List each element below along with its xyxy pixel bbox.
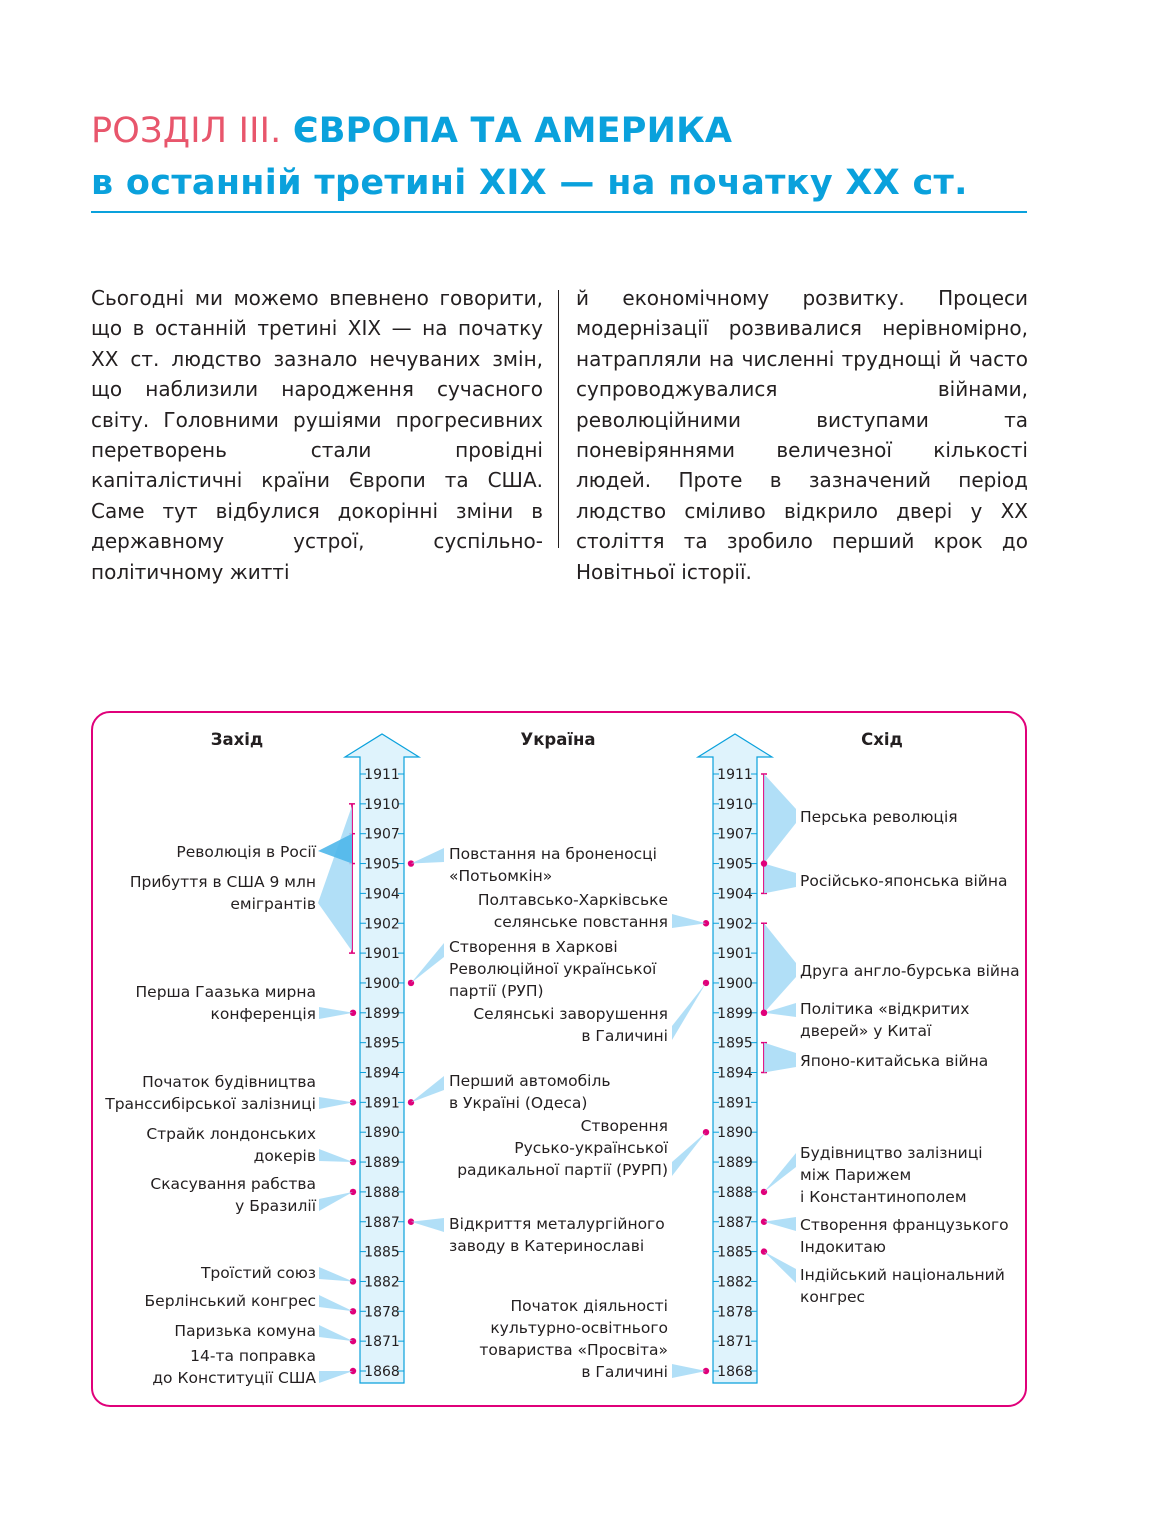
year-label: 1907	[364, 826, 400, 843]
ukraine-event-r-3-line: Відкриття металургійного	[449, 1215, 665, 1233]
year-label: 1891	[364, 1095, 400, 1112]
east-event-3-line: дверей» у Китаї	[800, 1022, 932, 1040]
ukraine-event-r-2-line: Перший автомобіль	[449, 1072, 611, 1090]
east-event-0-line: Перська революція	[800, 808, 958, 826]
callout-wedge	[318, 806, 352, 951]
ukraine-event-r-2-line: в Україні (Одеса)	[449, 1094, 588, 1112]
year-label: 1895	[717, 1035, 753, 1052]
year-label: 1889	[717, 1155, 753, 1172]
ukraine-event-l-3-line: товариства «Просвіта»	[479, 1341, 668, 1359]
west-event-7-line: Берлінський конгрес	[144, 1292, 316, 1310]
west-event-4-line: докерів	[253, 1147, 316, 1165]
year-label: 1894	[364, 1065, 400, 1082]
east-event-5-line: Будівництво залізниці	[800, 1144, 983, 1162]
east-event-5-line: і Константинополем	[800, 1188, 967, 1206]
ukraine-event-l-2-line: радикальної партії (РУРП)	[457, 1161, 668, 1179]
ukraine-event-l-0-line: селянське повстання	[493, 913, 668, 931]
ukraine-event-r-1-line: партії (РУП)	[449, 982, 544, 1000]
ukraine-event-r-1-line: Революційної української	[449, 960, 657, 978]
ukraine-event-r-1-line: Створення в Харкові	[449, 938, 618, 956]
callout-wedge	[319, 1097, 353, 1109]
callout-wedge	[764, 1153, 796, 1192]
year-label: 1878	[364, 1304, 400, 1321]
west-event-1-line: Прибуття в США 9 млн	[129, 873, 316, 891]
year-label: 1911	[364, 767, 400, 783]
year-label: 1888	[717, 1184, 753, 1201]
year-label: 1885	[364, 1244, 400, 1261]
event-dot	[761, 1010, 767, 1016]
west-event-0-line: Революція в Росії	[176, 843, 316, 861]
ukraine-event-r-0-line: «Потьомкін»	[449, 867, 553, 885]
year-label: 1899	[364, 1005, 400, 1022]
west-event-1-line: емігрантів	[230, 895, 316, 913]
callout-wedge	[764, 1217, 796, 1231]
callout-wedge	[319, 1267, 353, 1281]
callout-wedge	[319, 1192, 353, 1211]
ukraine-event-l-0-line: Полтавсько-Харківське	[477, 891, 668, 909]
callout-wedge	[319, 1007, 353, 1019]
callout-wedge	[672, 1364, 706, 1378]
callout-wedge	[319, 1295, 353, 1311]
east-event-7-line: конгрес	[800, 1288, 866, 1306]
year-label: 1894	[717, 1065, 753, 1082]
year-label: 1900	[717, 975, 753, 992]
section-title: ЄВРОПА ТА АМЕРИКА	[292, 111, 733, 151]
year-label: 1910	[364, 796, 400, 813]
west-event-2-line: Перша Гаазька мирна	[135, 983, 316, 1001]
east-event-2-line: Друга англо-бурська війна	[800, 962, 1020, 980]
year-label: 1878	[717, 1304, 753, 1321]
west-event-9-line: до Конституції США	[152, 1369, 316, 1387]
ukraine-event-l-1-line: Селянські заворушення	[473, 1005, 668, 1023]
year-label: 1901	[717, 946, 753, 963]
west-event-4-line: Страйк лондонських	[146, 1125, 316, 1143]
callout-wedge	[764, 864, 796, 894]
callout-wedge	[411, 848, 444, 864]
west-event-3-line: Транссибірської залізниці	[105, 1095, 316, 1113]
callout-wedge	[411, 1076, 444, 1102]
year-label: 1871	[717, 1334, 753, 1351]
callout-wedge	[319, 1371, 353, 1383]
year-label: 1895	[364, 1035, 400, 1052]
year-label: 1899	[717, 1005, 753, 1022]
event-dot	[350, 1338, 356, 1344]
ukraine-event-l-3-line: в Галичині	[581, 1363, 668, 1381]
ukraine-event-l-2-line: Створення	[580, 1117, 668, 1135]
year-label: 1902	[717, 916, 753, 933]
ukraine-event-l-3-line: культурно-освітнього	[490, 1319, 668, 1337]
year-label: 1885	[717, 1244, 753, 1261]
year-label: 1904	[364, 886, 400, 903]
year-label: 1904	[717, 886, 753, 903]
year-label: 1887	[717, 1214, 753, 1231]
year-label: 1905	[364, 856, 400, 873]
year-label: 1888	[364, 1184, 400, 1201]
year-label: 1907	[717, 826, 753, 843]
year-label: 1890	[364, 1125, 400, 1142]
east-event-6-line: Створення французького	[800, 1216, 1009, 1234]
event-dot	[761, 860, 767, 866]
column-header-west: Захід	[210, 730, 264, 749]
intro-paragraph-left: Сьогодні ми можемо впевнено говорити, що в останній третині XIX — на початку XX ст. людство зазнало нечуваних змін, що наблизили народження сучасного світу. Головними рушіями прогресивних перетворень стали провідні капіталістичні країни Європи та США. Саме тут відбулися докорінні зміни в державному устрої, суспільно-політичному житті	[91, 286, 543, 584]
year-label: 1902	[364, 916, 400, 933]
year-label: 1882	[717, 1274, 753, 1291]
east-event-6-line: Індокитаю	[800, 1238, 886, 1256]
event-dot	[350, 1189, 356, 1195]
column-header-ukraine: Україна	[520, 730, 596, 749]
year-label: 1890	[717, 1125, 753, 1142]
column-header-east: Схід	[861, 730, 903, 749]
event-dot	[408, 1099, 414, 1105]
event-dot	[761, 1248, 767, 1254]
year-label: 1910	[717, 796, 753, 813]
west-event-5-line: у Бразилії	[235, 1197, 316, 1215]
callout-wedge	[672, 983, 706, 1040]
callout-wedge	[764, 774, 796, 864]
year-label: 1905	[717, 856, 753, 873]
callout-wedge	[319, 1149, 353, 1162]
year-label: 1868	[364, 1364, 400, 1380]
year-label: 1911	[717, 767, 753, 783]
west-event-9-line: 14-та поправка	[190, 1347, 316, 1365]
section-subtitle: в останній третині XIX — на початку XX ст.	[91, 163, 968, 203]
west-event-5-line: Скасування рабства	[150, 1175, 316, 1193]
section-label: РОЗДІЛ ІІІ.	[91, 111, 282, 151]
east-event-3-line: Політика «відкритих	[800, 1000, 970, 1018]
east-event-5-line: між Парижем	[800, 1166, 912, 1184]
year-label: 1891	[717, 1095, 753, 1112]
callout-wedge	[319, 1325, 353, 1341]
east-event-4-line: Японо-китайська війна	[800, 1052, 989, 1070]
year-label: 1868	[717, 1364, 753, 1380]
year-label: 1900	[364, 975, 400, 992]
ukraine-event-l-3-line: Початок діяльності	[510, 1297, 668, 1315]
west-event-8-line: Паризька комуна	[174, 1322, 316, 1340]
west-event-6-line: Троїстий союз	[200, 1264, 316, 1282]
year-label: 1889	[364, 1155, 400, 1172]
year-label: 1871	[364, 1334, 400, 1351]
year-label: 1901	[364, 946, 400, 963]
callout-wedge	[411, 1218, 444, 1232]
callout-wedge	[672, 914, 706, 928]
callout-wedge	[764, 923, 796, 1013]
west-event-3-line: Початок будівництва	[142, 1073, 316, 1091]
callout-wedge	[672, 1132, 706, 1176]
callout-wedge	[764, 1252, 796, 1283]
year-label: 1887	[364, 1214, 400, 1231]
ukraine-event-l-1-line: в Галичині	[581, 1027, 668, 1045]
east-event-1-line: Російсько-японська війна	[800, 872, 1008, 890]
ukraine-event-l-2-line: Русько-української	[514, 1139, 668, 1157]
callout-wedge	[764, 1043, 796, 1073]
year-label: 1882	[364, 1274, 400, 1291]
ukraine-event-r-3-line: заводу в Катеринославі	[449, 1237, 645, 1255]
east-event-7-line: Індійський національний	[800, 1266, 1005, 1284]
ukraine-event-r-0-line: Повстання на броненосці	[449, 845, 657, 863]
callout-wedge	[411, 943, 444, 983]
intro-paragraph-right: й економічному розвитку. Процеси модернізації розвивалися нерівномірно, натрапляли на численні труднощі й часто супроводжувалися війнами, революційними виступами та поневіряннями величезної кількості людей. Проте в зазначений період людство сміливо відкрило двері у XX століття та зробило перший крок до Новітньої історії.	[576, 286, 1028, 584]
west-event-2-line: конференція	[210, 1005, 316, 1023]
